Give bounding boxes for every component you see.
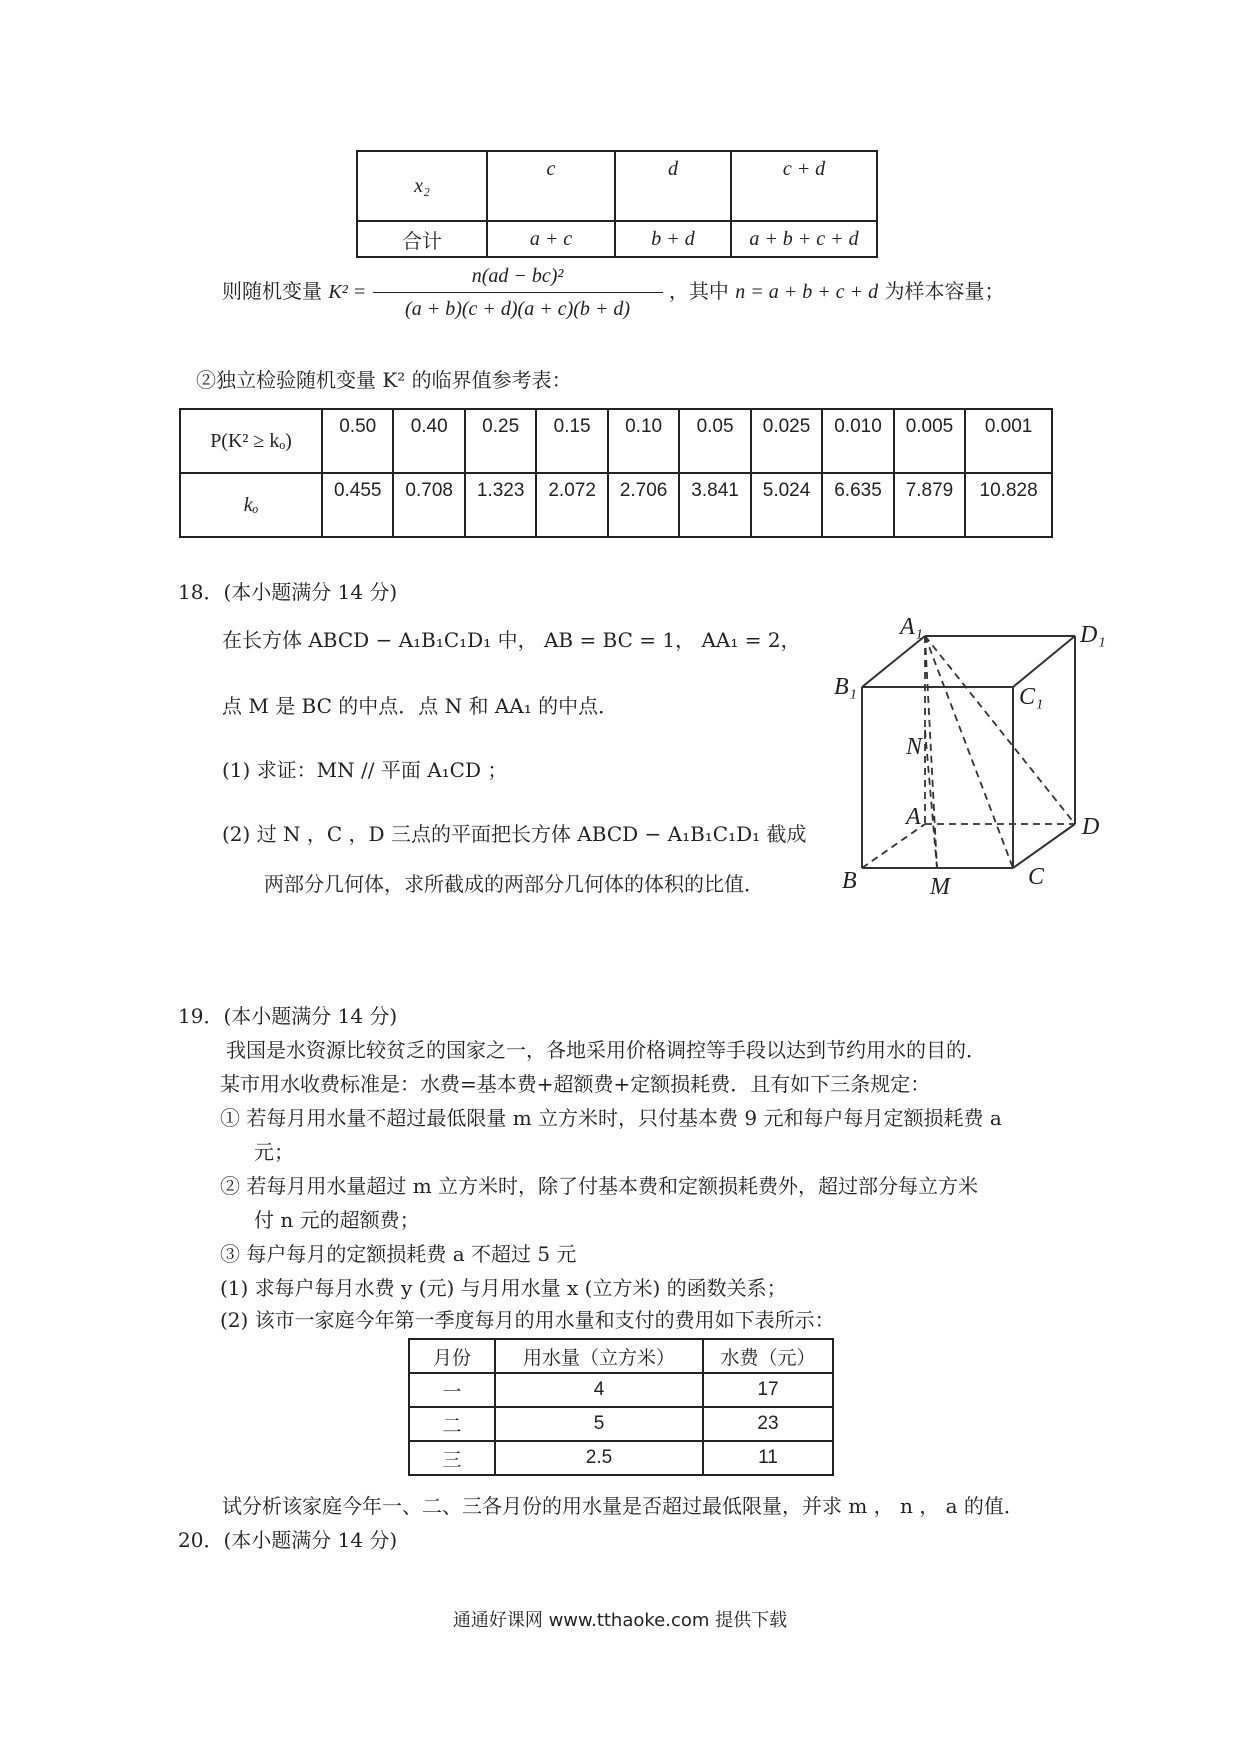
table-cell: 11 [703,1441,833,1475]
q18-line1: 在长方体 ABCD − A₁B₁C₁D₁ 中， AB = BC = 1， AA₁ = 2， [222,628,801,652]
critical-caption: ②独立检验随机变量 K² 的临界值参考表： [196,368,572,392]
table-cell: d [615,151,731,221]
p-value-cell: 0.05 [679,409,750,473]
k-value-cell: 2.072 [536,473,607,537]
k2-formula [222,262,1005,323]
header-usage: 用水量（立方米） [495,1339,703,1373]
k-value-cell: 10.828 [965,473,1052,537]
p-value-cell: 0.40 [393,409,464,473]
q19-rule1b: 元； [254,1140,294,1164]
formula-denominator: (a + b)(c + d)(a + c)(b + d) [405,298,631,320]
q19-intro1: 我国是水资源比较贫乏的国家之一，各地采用价格调控等手段以达到节约用水的目的． [226,1038,986,1062]
formula-lhs: K² = [328,281,367,303]
table-cell: 二 [409,1407,495,1441]
label-D1: D₁ [1080,622,1106,648]
label-B1: B₁ [834,674,858,700]
critical-value-table [179,408,1053,538]
q18-part2b: 两部分几何体，求所截成的两部分几何体的体积的比值． [264,872,764,896]
table-cell: c + d [731,151,877,221]
q18-part2a: (2) 过 N ，C ，D 三点的平面把长方体 ABCD − A₁B₁C₁D₁ 截成 [222,822,807,846]
q19-part2: (2) 该市一家庭今年第一季度每月的用水量和支付的费用如下表所示： [220,1308,835,1332]
k-value-cell: 2.706 [608,473,679,537]
table-cell: 17 [703,1373,833,1407]
label-N: N [906,734,923,760]
header-month: 月份 [409,1339,495,1373]
k-value-cell: 6.635 [822,473,893,537]
table-cell: a + b + c + d [731,221,877,257]
p-value-cell: 0.10 [608,409,679,473]
q19-rule1a: ① 若每月用水量不超过最低限量 m 立方米时，只付基本费 9 元和每户每月定额损耗费 a [220,1106,1002,1130]
k-value-cell: 5.024 [751,473,822,537]
formula-prefix: 则随机变量 [222,279,322,303]
label-D: D [1082,814,1100,840]
p-value-cell: 0.010 [822,409,893,473]
water-usage-table [408,1338,834,1476]
formula-numerator: n(ad − bc)² [373,262,663,293]
cuboid-figure [830,612,1130,912]
label-C: C [1028,864,1045,890]
q19-part1: (1) 求每户每月水费 y (元) 与月用水量 x (立方米) 的函数关系； [220,1276,787,1300]
p-value-cell: 0.025 [751,409,822,473]
k-value-cell: 0.708 [393,473,464,537]
k-value-cell: 7.879 [894,473,965,537]
q18-line2: 点 M 是 BC 的中点．点 N 和 AA₁ 的中点． [222,694,619,718]
formula-suffix: ，其中 [668,279,729,303]
p-value-cell: 0.25 [465,409,536,473]
table-cell: 三 [409,1441,495,1475]
table-cell: c [487,151,615,221]
q18-part1: (1) 求证：MN // 平面 A₁CD ； [222,758,508,782]
header-fee: 水费（元） [703,1339,833,1373]
q19-intro2: 某市用水收费标准是：水费=基本费+超额费+定额损耗费．且有如下三条规定： [220,1072,931,1096]
label-M: M [930,874,950,900]
q18-header: 18．(本小题满分 14 分) [178,580,398,604]
q19-rule2a: ② 若每月用水量超过 m 立方米时，除了付基本费和定额损耗费外，超过部分每立方米 [220,1174,979,1198]
q19-rule3: ③ 每户每月的定额损耗费 a 不超过 5 元 [220,1242,577,1266]
table-cell: 5 [495,1407,703,1441]
q20-header: 20．(本小题满分 14 分) [178,1528,398,1552]
k-value-cell: 1.323 [465,473,536,537]
row-label-total: 合计 [357,221,487,257]
table-cell: a + c [487,221,615,257]
p-value-cell: 0.50 [322,409,393,473]
formula-suffix-post: 为样本容量； [884,279,1005,303]
row-label-x2: x₂ [357,151,487,221]
contingency-table [356,150,878,258]
row-label-probability: P(K² ≥ kₒ) [180,409,322,473]
formula-fraction [373,262,663,323]
formula-n-expr: n = a + b + c + d [735,281,879,303]
table-cell: 2.5 [495,1441,703,1475]
row-label-k0: kₒ [180,473,322,537]
label-B: B [842,868,857,894]
q19-header: 19．(本小题满分 14 分) [178,1004,398,1028]
q19-rule2b: 付 n 元的超额费； [254,1208,420,1232]
q19-conclusion: 试分析该家庭今年一、二、三各月份的用水量是否超过最低限量，并求 m ， n ， a 的值． [222,1494,1024,1518]
p-value-cell: 0.001 [965,409,1052,473]
k-value-cell: 3.841 [679,473,750,537]
table-cell: 4 [495,1373,703,1407]
table-cell: 23 [703,1407,833,1441]
page-footer: 通通好课网 www.tthaoke.com 提供下载 [452,1610,788,1631]
p-value-cell: 0.005 [894,409,965,473]
k-value-cell: 0.455 [322,473,393,537]
table-cell: b + d [615,221,731,257]
p-value-cell: 0.15 [536,409,607,473]
label-A1: A₁ [900,614,924,640]
label-A: A [906,804,921,830]
table-cell: 一 [409,1373,495,1407]
label-C1: C₁ [1019,684,1044,710]
